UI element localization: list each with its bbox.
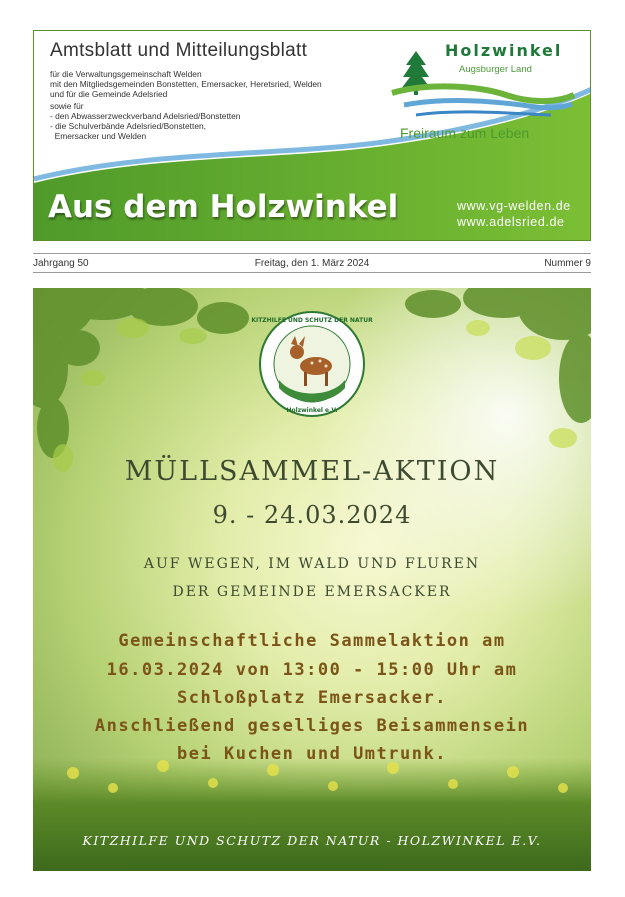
logo-subtitle: Augsburger Land: [459, 64, 532, 75]
event-poster: [33, 288, 591, 871]
tagline: Freiraum zum Leben: [400, 125, 530, 141]
issue-info-line: [33, 253, 591, 273]
kitzhilfe-badge-icon: [260, 312, 364, 416]
logo-name: Holzwinkel: [445, 41, 563, 60]
website-link[interactable]: www.adelsried.de: [457, 215, 565, 229]
poster-footer: KITZHILFE UND SCHUTZ DER NATUR - HOLZWINKEL E.V.: [82, 833, 542, 848]
issue-volume: Jahrgang 50: [33, 258, 89, 269]
poster-foliage-graphic: [33, 288, 591, 871]
poster-location-line: AUF WEGEN, IM WALD UND FLUREN: [143, 556, 481, 572]
badge-bottom-text: Holzwinkel e.V.: [286, 407, 338, 414]
masthead-description-line: für die Verwaltungsgemeinschaft Welden: [50, 69, 202, 79]
poster-body-line: bei Kuchen und Umtrunk.: [177, 744, 447, 764]
headline: Aus dem Holzwinkel: [48, 189, 399, 225]
poster-dates: 9. - 24.03.2024: [212, 501, 412, 529]
website-link[interactable]: www.vg-welden.de: [457, 199, 571, 213]
poster-location-line: DER GEMEINDE EMERSACKER: [172, 584, 452, 600]
issue-number: Nummer 9: [544, 258, 591, 269]
holzwinkel-logo-icon: [386, 49, 576, 129]
masthead-description-line: und für die Gemeinde Adelsried: [50, 89, 168, 99]
poster-body-line: 16.03.2024 von 13:00 - 15:00 Uhr am: [106, 660, 518, 680]
poster-body-line: Anschließend geselliges Beisammensein: [94, 716, 530, 736]
poster-title: MÜLLSAMMEL-AKTION: [124, 456, 500, 487]
masthead-description-line: Emersacker und Welden: [50, 131, 147, 141]
poster-body-line: Gemeinschaftliche Sammelaktion am: [118, 631, 506, 651]
masthead-description-line: - die Schulverbände Adelsried/Bonstetten,: [50, 121, 206, 131]
masthead-description-line: sowie für: [50, 101, 84, 111]
poster-body-line: Schloßplatz Emersacker.: [177, 688, 447, 708]
masthead-description-line: - den Abwasserzweckverband Adelsried/Bonstetten: [50, 111, 241, 121]
masthead-title: Amtsblatt und Mitteilungsblatt: [50, 40, 308, 61]
masthead: [33, 30, 591, 241]
badge-top-text: KITZHILFE UND SCHUTZ DER NATUR: [251, 317, 373, 324]
masthead-description-line: mit den Mitgliedsgemeinden Bonstetten, Emersacker, Heretsried, Welden: [50, 79, 322, 89]
issue-date: Freitag, den 1. März 2024: [254, 258, 370, 269]
